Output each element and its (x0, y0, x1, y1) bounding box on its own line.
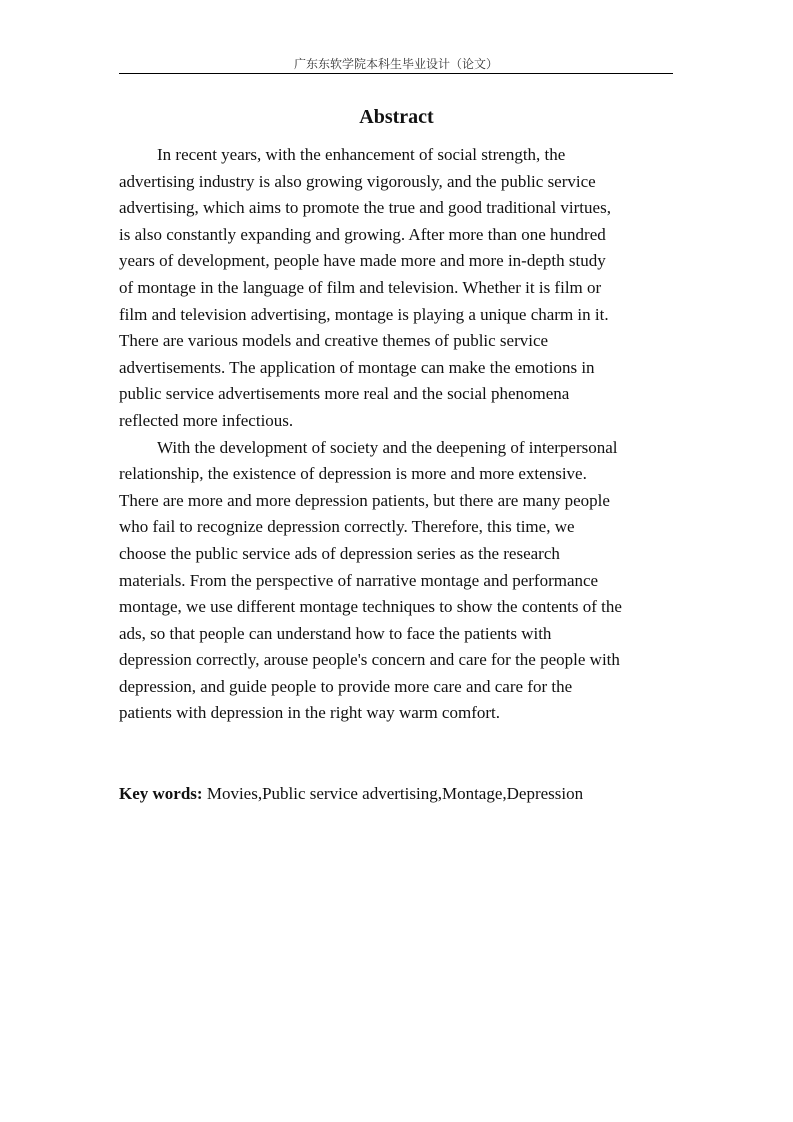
header-rule (119, 73, 673, 74)
text-line: reflected more infectious. (119, 410, 294, 430)
keywords-value: Movies,Public service advertising,Montage,Depression (202, 784, 584, 803)
text-line: film and television advertising, montage is playing a unique charm in it. (119, 304, 609, 324)
text-line: ads, so that people can understand how to face the patients with (119, 623, 552, 643)
page-header: 广东东软学院本科生毕业设计（论文） (293, 57, 498, 71)
text-line: With the development of society and the deepening of interpersonal (157, 437, 618, 457)
text-line: public service advertisements more real and the social phenomena (119, 384, 570, 404)
text-line: There are more and more depression patients, but there are many people (119, 490, 610, 510)
text-line: materials. From the perspective of narrative montage and performance (119, 570, 599, 590)
abstract-body (119, 142, 679, 727)
text-line: depression correctly, arouse people's concern and care for the people with (119, 650, 620, 670)
text-line: patients with depression in the right way warm comfort. (119, 703, 500, 723)
keywords-line (119, 781, 679, 807)
text-line: relationship, the existence of depression is more and more extensive. (119, 464, 587, 484)
text-line: There are various models and creative themes of public service (119, 331, 549, 351)
text-line: montage, we use different montage techniques to show the contents of the (119, 597, 622, 617)
text-line: years of development, people have made more and more in-depth study (119, 251, 606, 271)
text-line: In recent years, with the enhancement of social strength, the (157, 145, 566, 164)
text-line: advertising, which aims to promote the true and good traditional virtues, (119, 198, 611, 218)
abstract-title: Abstract (359, 106, 434, 128)
text-line: depression, and guide people to provide more care and care for the (119, 676, 573, 696)
text-line: advertisements. The application of montage can make the emotions in (119, 357, 595, 377)
text-line: of montage in the language of film and television. Whether it is film or (119, 277, 602, 297)
text-line: advertising industry is also growing vigorously, and the public service (119, 171, 596, 191)
text-line: is also constantly expanding and growing. After more than one hundred (119, 224, 606, 244)
text-line: who fail to recognize depression correctly. Therefore, this time, we (119, 517, 575, 537)
keywords-label: Key words: (119, 784, 203, 803)
text-line: choose the public service ads of depression series as the research (119, 543, 560, 563)
